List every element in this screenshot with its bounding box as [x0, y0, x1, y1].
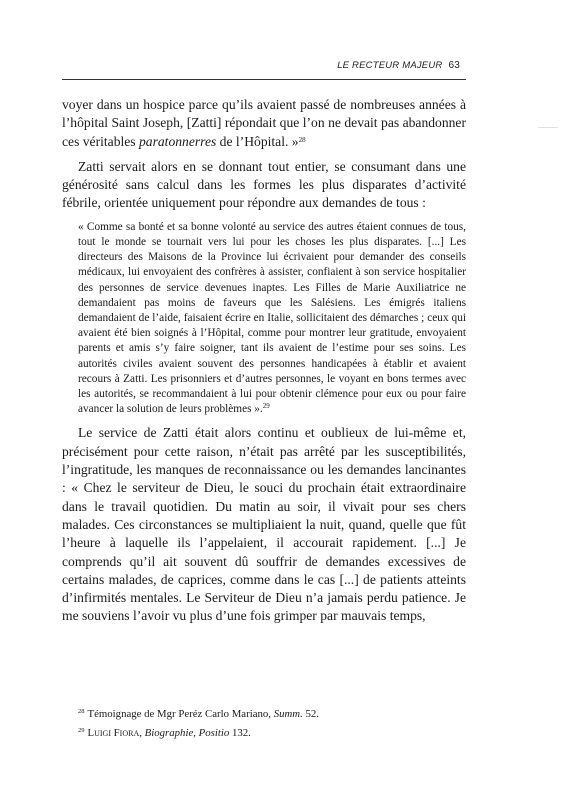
paragraph-service-zatti: Le service de Zatti était alors continu et oublieux de lui-même et, précisément pour cette raison, n’était pas arrêté par les susceptibilités, l’ingratitude, les manques de reconnaissance ou les demandes lancinantes : « Chez le serviteur de Dieu, le souci du prochain était extraordinaire dans le travail quotidien. Du matin au soir, il vivait pour ses chers malades. Ces circonstances se multipliaient la nuit, quand, quelle que fût l’heure à laquelle ils l’appelaient, il accourait rapidement. [...] Je comprends qu’il ait souvent dû souffrir de demandes excessives de certains malades, de caprices, comme dans le cas [...] de patients atteints d’infirmités mentales. Le Serviteur de Dieu n’a jamais perdu patience. Je me souviens l’avoir vu plus d’une fois grimper par mauvais temps, — [62, 425, 466, 624]
footnote-italic: Biographie — [144, 726, 194, 739]
footnote-ref-29[interactable]: 29 — [262, 402, 270, 411]
footnote-28 — [62, 704, 466, 723]
block-quote — [62, 220, 466, 418]
margin-mark — [538, 127, 558, 128]
quote-text: « Comme sa bonté et sa bonne volonté au service des autres étaient connues de tous, tout le monde se tournait vers lui pour les choses les plus disparates. [...] Les directeurs des Maisons de la Province lui écrivaient pour demander des conseils médicaux, lui envoyaient des confrères à assister, confiaient à son service hospitalier des personnes de service devenues inaptes. Les Filles de Marie Auxiliatrice ne demandaient pas moins de faveurs que les Salésiens. Les émigrés italiens demandaient de l’aide, faisaient écrire en Italie, sollicitaient des démarches ; ceux qui avaient été bien soignés à l’Hôpital, comme pour montrer leur gratitude, envoyaient parents et amis s’y faire soigner, tant ils avaient de l’estime pour ses soins. Les autorités civiles avaient souvent des personnes handicapées à établir et avaient recours à Zatti. Les prisonniers et d’autres personnes, le voyant en bons termes avec les autorités, se recommandaient à lui pour obtenir clémence pour eux ou pour faire avancer la solution de leurs problèmes ». — [78, 220, 466, 416]
footnote-29 — [62, 723, 466, 742]
footnote-number: 29 — [78, 726, 85, 734]
paragraph-text: de l’Hôpital. » — [216, 133, 299, 149]
footnote-text: 52. — [302, 708, 319, 720]
running-header — [60, 60, 460, 71]
main-text — [62, 96, 466, 626]
footnote-text: 132. — [229, 726, 251, 739]
footnote-number: 28 — [78, 708, 85, 715]
header-rule — [62, 79, 466, 80]
footnote-text: Témoignage de Mgr Peréz Carlo Mariano, — [87, 708, 274, 720]
page-number: 63 — [448, 60, 460, 71]
footnote-text: , — [139, 726, 145, 739]
footnote-ref-28[interactable]: 28 — [298, 135, 306, 144]
footnote-text: , — [193, 726, 199, 739]
italic-term: paratonnerres — [139, 133, 217, 149]
running-title: LE RECTEUR MAJEUR — [337, 60, 443, 71]
paragraph-continued — [62, 96, 466, 151]
footnote-italic: Positio — [198, 726, 230, 739]
paragraph-zatti-servait: Zatti servait alors en se donnant tout entier, se consumant dans une générosité sans calcul dans les formes les plus disparates d’activité fébrile, orientée uniquement pour répondre aux demandes de tous : — [62, 158, 466, 211]
paragraph-text: voyer dans un hospice parce qu’ils avaient passé de nombreuses années à l’hôpital Saint Joseph, [Zatti] répondait que l’on ne devait pas abandonner ces véritables — [62, 97, 466, 149]
footnote-italic: Summ. — [273, 708, 303, 720]
footnotes — [62, 704, 466, 741]
footnote-author: Luigi Fiora — [87, 726, 140, 739]
